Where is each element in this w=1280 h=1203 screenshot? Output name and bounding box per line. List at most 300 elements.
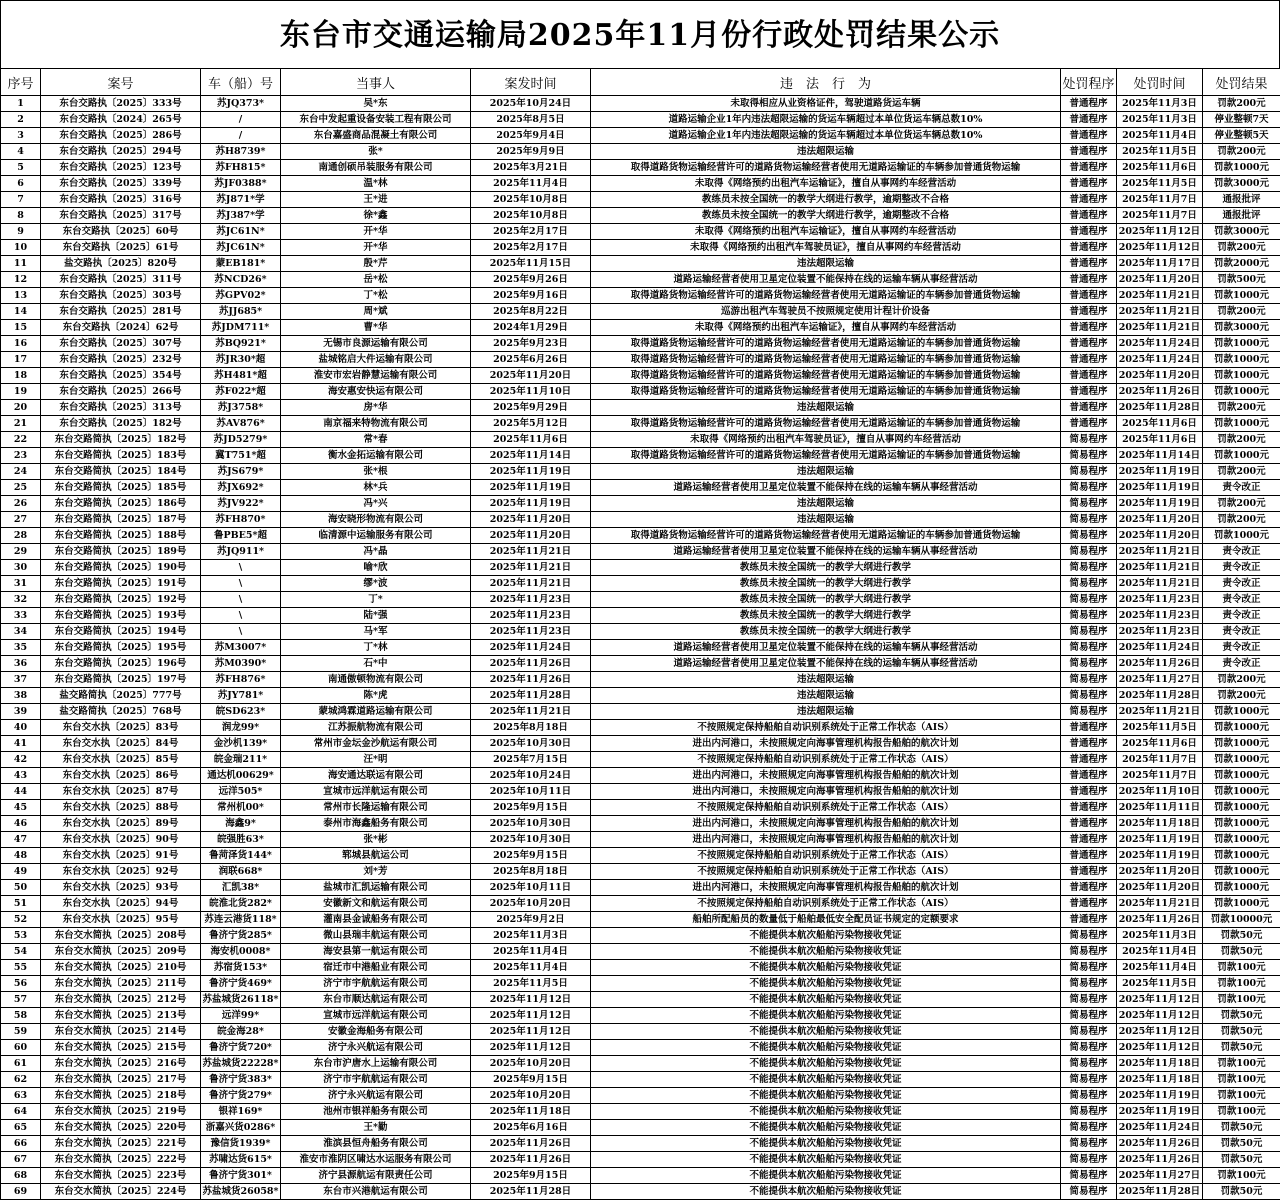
cell-penalty-result: 罚款1000元 — [1203, 880, 1280, 896]
cell-penalty-date: 2025年11月20日 — [1117, 512, 1203, 528]
cell-incident-date: 2025年11月26日 — [471, 656, 591, 672]
cell-procedure: 简易程序 — [1061, 512, 1117, 528]
cell-row-number: 16 — [1, 336, 41, 352]
cell-incident-date: 2025年11月4日 — [471, 176, 591, 192]
cell-violation: 进出内河港口，未按照规定向海事管理机构报告船舶的航次计划 — [591, 736, 1061, 752]
cell-incident-date: 2025年8月18日 — [471, 864, 591, 880]
cell-incident-date: 2025年9月15日 — [471, 848, 591, 864]
cell-penalty-result: 罚款1000元 — [1203, 336, 1280, 352]
cell-incident-date: 2024年1月29日 — [471, 320, 591, 336]
cell-penalty-date: 2025年11月24日 — [1117, 336, 1203, 352]
cell-row-number: 59 — [1, 1024, 41, 1040]
cell-case-number: 东台交路执〔2024〕62号 — [41, 320, 201, 336]
cell-penalty-date: 2025年11月19日 — [1117, 1104, 1203, 1120]
cell-party: 南通傲顿物流有限公司 — [281, 672, 471, 688]
cell-row-number: 47 — [1, 832, 41, 848]
cell-procedure: 简易程序 — [1061, 464, 1117, 480]
table-row — [1, 832, 1280, 848]
cell-case-number: 东台交路执〔2025〕317号 — [41, 208, 201, 224]
cell-penalty-result: 罚款50元 — [1203, 928, 1280, 944]
cell-penalty-date: 2025年11月18日 — [1117, 816, 1203, 832]
table-row — [1, 1168, 1280, 1184]
cell-case-number: 东台交路简执〔2025〕187号 — [41, 512, 201, 528]
cell-violation: 不能提供本航次船舶污染物接收凭证 — [591, 992, 1061, 1008]
table-row — [1, 1104, 1280, 1120]
cell-violation: 教练员未按全国统一的教学大纲进行教学，逾期整改不合格 — [591, 192, 1061, 208]
table-body — [1, 96, 1280, 1200]
cell-row-number: 40 — [1, 720, 41, 736]
cell-party: 常州市金坛金沙航运有限公司 — [281, 736, 471, 752]
cell-incident-date: 2025年9月26日 — [471, 272, 591, 288]
cell-violation: 不能提供本航次船舶污染物接收凭证 — [591, 1152, 1061, 1168]
cell-penalty-result: 罚款50元 — [1203, 1040, 1280, 1056]
cell-row-number: 15 — [1, 320, 41, 336]
cell-row-number: 13 — [1, 288, 41, 304]
cell-case-number: 东台交路执〔2025〕294号 — [41, 144, 201, 160]
cell-case-number: 东台交路简执〔2025〕191号 — [41, 576, 201, 592]
cell-incident-date: 2025年8月18日 — [471, 720, 591, 736]
cell-vehicle-number: 远洋505* — [201, 784, 281, 800]
cell-case-number: 东台交水简执〔2025〕215号 — [41, 1040, 201, 1056]
cell-row-number: 29 — [1, 544, 41, 560]
cell-violation: 不按照规定保持船舶自动识别系统处于正常工作状态（AIS） — [591, 800, 1061, 816]
cell-vehicle-number: \ — [201, 608, 281, 624]
cell-penalty-result: 罚款1000元 — [1203, 416, 1280, 432]
table-row — [1, 640, 1280, 656]
cell-violation: 不能提供本航次船舶污染物接收凭证 — [591, 1104, 1061, 1120]
cell-case-number: 东台交路执〔2025〕232号 — [41, 352, 201, 368]
cell-violation: 不能提供本航次船舶污染物接收凭证 — [591, 1072, 1061, 1088]
cell-party: 陆*强 — [281, 608, 471, 624]
cell-incident-date: 2025年2月17日 — [471, 224, 591, 240]
cell-row-number: 46 — [1, 816, 41, 832]
cell-party: 灌南县金诚船务有限公司 — [281, 912, 471, 928]
cell-penalty-date: 2025年11月7日 — [1117, 192, 1203, 208]
cell-penalty-date: 2025年11月4日 — [1117, 960, 1203, 976]
cell-case-number: 东台交水执〔2025〕89号 — [41, 816, 201, 832]
cell-vehicle-number: / — [201, 128, 281, 144]
cell-violation: 道路运输经营者使用卫星定位装置不能保持在线的运输车辆从事经营活动 — [591, 640, 1061, 656]
cell-procedure: 简易程序 — [1061, 1040, 1117, 1056]
cell-penalty-result: 罚款50元 — [1203, 1152, 1280, 1168]
cell-violation: 不能提供本航次船舶污染物接收凭证 — [591, 1008, 1061, 1024]
table-row — [1, 512, 1280, 528]
cell-case-number: 东台交水简执〔2025〕209号 — [41, 944, 201, 960]
cell-penalty-result: 罚款1000元 — [1203, 368, 1280, 384]
cell-penalty-result: 罚款1000元 — [1203, 384, 1280, 400]
table-row — [1, 752, 1280, 768]
cell-case-number: 东台交路简执〔2025〕186号 — [41, 496, 201, 512]
cell-case-number: 东台交路执〔2025〕286号 — [41, 128, 201, 144]
table-row — [1, 608, 1280, 624]
cell-vehicle-number: 苏M3007* — [201, 640, 281, 656]
cell-vehicle-number: 银祥169* — [201, 1104, 281, 1120]
cell-penalty-date: 2025年11月19日 — [1117, 464, 1203, 480]
cell-party: 蒙城鸿霖道路运输有限公司 — [281, 704, 471, 720]
cell-procedure: 简易程序 — [1061, 960, 1117, 976]
cell-procedure: 普通程序 — [1061, 368, 1117, 384]
table-row — [1, 816, 1280, 832]
cell-penalty-date: 2025年11月21日 — [1117, 304, 1203, 320]
cell-case-number: 东台交水简执〔2025〕219号 — [41, 1104, 201, 1120]
cell-procedure: 简易程序 — [1061, 672, 1117, 688]
cell-procedure: 简易程序 — [1061, 1120, 1117, 1136]
cell-procedure: 简易程序 — [1061, 528, 1117, 544]
cell-violation: 未取得《网络预约出租汽车驾驶员证》，擅自从事网约车经营活动 — [591, 432, 1061, 448]
cell-case-number: 东台交路执〔2025〕60号 — [41, 224, 201, 240]
cell-violation: 取得道路货物运输经营许可的道路货物运输经营者使用无道路运输证的车辆参加普通货物运输 — [591, 352, 1061, 368]
cell-party: 东台市兴港航运有限公司 — [281, 1184, 471, 1200]
cell-penalty-date: 2025年11月21日 — [1117, 320, 1203, 336]
cell-party: 岳*松 — [281, 272, 471, 288]
cell-vehicle-number: 冀T751*超 — [201, 448, 281, 464]
cell-case-number: 东台交路执〔2025〕333号 — [41, 96, 201, 112]
cell-penalty-date: 2025年11月21日 — [1117, 576, 1203, 592]
cell-party: 常*春 — [281, 432, 471, 448]
cell-penalty-date: 2025年11月5日 — [1117, 144, 1203, 160]
cell-violation: 不能提供本航次船舶污染物接收凭证 — [591, 944, 1061, 960]
cell-penalty-date: 2025年11月17日 — [1117, 256, 1203, 272]
cell-incident-date: 2025年10月11日 — [471, 784, 591, 800]
table-row — [1, 480, 1280, 496]
cell-row-number: 36 — [1, 656, 41, 672]
cell-procedure: 简易程序 — [1061, 688, 1117, 704]
cell-violation: 不能提供本航次船舶污染物接收凭证 — [591, 1168, 1061, 1184]
cell-penalty-result: 罚款50元 — [1203, 1184, 1280, 1200]
cell-party: 丁*松 — [281, 288, 471, 304]
cell-penalty-date: 2025年11月26日 — [1117, 656, 1203, 672]
cell-vehicle-number: 鲁济宁货383* — [201, 1072, 281, 1088]
cell-party: 殷*芹 — [281, 256, 471, 272]
cell-penalty-result: 罚款3000元 — [1203, 320, 1280, 336]
cell-penalty-result: 罚款200元 — [1203, 496, 1280, 512]
cell-violation: 不能提供本航次船舶污染物接收凭证 — [591, 1088, 1061, 1104]
cell-case-number: 东台交路简执〔2025〕182号 — [41, 432, 201, 448]
cell-violation: 违法超限运输 — [591, 496, 1061, 512]
cell-violation: 违法超限运输 — [591, 256, 1061, 272]
cell-case-number: 东台交路执〔2025〕307号 — [41, 336, 201, 352]
cell-case-number: 东台交水执〔2025〕87号 — [41, 784, 201, 800]
cell-penalty-date: 2025年11月24日 — [1117, 352, 1203, 368]
cell-incident-date: 2025年11月12日 — [471, 992, 591, 1008]
cell-vehicle-number: 鲁菏泽货144* — [201, 848, 281, 864]
cell-party: 淮滨县恒舟船务有限公司 — [281, 1136, 471, 1152]
table-row — [1, 992, 1280, 1008]
table-row — [1, 320, 1280, 336]
cell-case-number: 东台交水简执〔2025〕223号 — [41, 1168, 201, 1184]
cell-procedure: 普通程序 — [1061, 832, 1117, 848]
cell-incident-date: 2025年9月2日 — [471, 912, 591, 928]
cell-party: 安徽新文和航运有限公司 — [281, 896, 471, 912]
cell-vehicle-number: 苏GPV02* — [201, 288, 281, 304]
cell-party: 王*勤 — [281, 1120, 471, 1136]
table-row — [1, 704, 1280, 720]
cell-penalty-date: 2025年11月26日 — [1117, 384, 1203, 400]
cell-case-number: 东台交水执〔2025〕93号 — [41, 880, 201, 896]
cell-penalty-result: 罚款1000元 — [1203, 288, 1280, 304]
cell-vehicle-number: 苏连云港货118* — [201, 912, 281, 928]
cell-party: 济宁县源航运有限责任公司 — [281, 1168, 471, 1184]
cell-case-number: 东台交路执〔2025〕303号 — [41, 288, 201, 304]
cell-procedure: 简易程序 — [1061, 1072, 1117, 1088]
cell-procedure: 简易程序 — [1061, 1184, 1117, 1200]
cell-penalty-date: 2025年11月3日 — [1117, 928, 1203, 944]
cell-procedure: 简易程序 — [1061, 1136, 1117, 1152]
cell-row-number: 37 — [1, 672, 41, 688]
table-row — [1, 912, 1280, 928]
cell-party: 南通创硕吊装服务有限公司 — [281, 160, 471, 176]
cell-procedure: 普通程序 — [1061, 176, 1117, 192]
column-header-row-number: 序号 — [1, 69, 41, 96]
cell-penalty-date: 2025年11月19日 — [1117, 1088, 1203, 1104]
cell-penalty-result: 罚款1000元 — [1203, 896, 1280, 912]
table-row — [1, 112, 1280, 128]
cell-incident-date: 2025年11月10日 — [471, 384, 591, 400]
cell-vehicle-number: 苏JF0388* — [201, 176, 281, 192]
cell-penalty-result: 责令改正 — [1203, 608, 1280, 624]
cell-penalty-date: 2025年11月12日 — [1117, 224, 1203, 240]
cell-penalty-date: 2025年11月20日 — [1117, 528, 1203, 544]
cell-case-number: 东台交路执〔2025〕354号 — [41, 368, 201, 384]
cell-case-number: 东台交路简执〔2025〕196号 — [41, 656, 201, 672]
column-header-penalty-result: 处罚结果 — [1203, 69, 1280, 96]
table-row — [1, 768, 1280, 784]
cell-incident-date: 2025年11月28日 — [471, 1184, 591, 1200]
cell-penalty-date: 2025年11月20日 — [1117, 272, 1203, 288]
cell-case-number: 东台交水执〔2025〕84号 — [41, 736, 201, 752]
cell-penalty-result: 责令改正 — [1203, 544, 1280, 560]
column-header-procedure: 处罚程序 — [1061, 69, 1117, 96]
cell-vehicle-number: 常州机00* — [201, 800, 281, 816]
cell-violation: 未取得《网络预约出租汽车驾驶员证》，擅自从事网约车经营活动 — [591, 240, 1061, 256]
cell-penalty-result: 停业整顿5天 — [1203, 128, 1280, 144]
cell-incident-date: 2025年11月5日 — [471, 976, 591, 992]
cell-vehicle-number: 苏J871*学 — [201, 192, 281, 208]
cell-party: 郓城县航运公司 — [281, 848, 471, 864]
table-row — [1, 352, 1280, 368]
cell-party: 临清源中运输服务有限公司 — [281, 528, 471, 544]
cell-row-number: 44 — [1, 784, 41, 800]
cell-case-number: 东台交路执〔2025〕316号 — [41, 192, 201, 208]
table-row — [1, 864, 1280, 880]
cell-case-number: 东台交水执〔2025〕95号 — [41, 912, 201, 928]
cell-vehicle-number: 皖SD623* — [201, 704, 281, 720]
cell-penalty-result: 责令改正 — [1203, 560, 1280, 576]
cell-case-number: 东台交路简执〔2025〕197号 — [41, 672, 201, 688]
cell-incident-date: 2025年11月26日 — [471, 1136, 591, 1152]
cell-case-number: 东台交路简执〔2025〕194号 — [41, 624, 201, 640]
table-row — [1, 944, 1280, 960]
cell-case-number: 东台交水执〔2025〕83号 — [41, 720, 201, 736]
table-row — [1, 256, 1280, 272]
cell-vehicle-number: \ — [201, 576, 281, 592]
cell-penalty-result: 通报批评 — [1203, 192, 1280, 208]
cell-row-number: 38 — [1, 688, 41, 704]
cell-penalty-date: 2025年11月24日 — [1117, 1120, 1203, 1136]
cell-incident-date: 2025年10月11日 — [471, 880, 591, 896]
cell-row-number: 27 — [1, 512, 41, 528]
cell-incident-date: 2025年11月4日 — [471, 960, 591, 976]
cell-row-number: 18 — [1, 368, 41, 384]
cell-row-number: 32 — [1, 592, 41, 608]
cell-penalty-result: 罚款100元 — [1203, 1168, 1280, 1184]
cell-penalty-date: 2025年11月28日 — [1117, 1184, 1203, 1200]
cell-row-number: 26 — [1, 496, 41, 512]
cell-incident-date: 2025年11月21日 — [471, 704, 591, 720]
cell-penalty-date: 2025年11月27日 — [1117, 1168, 1203, 1184]
cell-row-number: 24 — [1, 464, 41, 480]
cell-row-number: 30 — [1, 560, 41, 576]
table-row — [1, 1184, 1280, 1200]
table-row — [1, 304, 1280, 320]
cell-party: 开*华 — [281, 224, 471, 240]
cell-vehicle-number: 苏盐城货22228* — [201, 1056, 281, 1072]
cell-incident-date: 2025年8月22日 — [471, 304, 591, 320]
table-row — [1, 928, 1280, 944]
cell-vehicle-number: \ — [201, 624, 281, 640]
cell-violation: 进出内河港口，未按照规定向海事管理机构报告船舶的航次计划 — [591, 832, 1061, 848]
cell-vehicle-number: 海安机0008* — [201, 944, 281, 960]
cell-procedure: 普通程序 — [1061, 304, 1117, 320]
cell-case-number: 东台交水执〔2025〕94号 — [41, 896, 201, 912]
cell-violation: 道路运输企业1年内违法超限运输的货运车辆超过本单位货运车辆总数10% — [591, 128, 1061, 144]
cell-violation: 巡游出租汽车驾驶员不按照规定使用计程计价设备 — [591, 304, 1061, 320]
cell-row-number: 20 — [1, 400, 41, 416]
cell-violation: 取得道路货物运输经营许可的道路货物运输经营者使用无道路运输证的车辆参加普通货物运输 — [591, 528, 1061, 544]
cell-row-number: 58 — [1, 1008, 41, 1024]
cell-penalty-date: 2025年11月18日 — [1117, 1072, 1203, 1088]
page-title: 东台市交通运输局2025年11月份行政处罚结果公示 — [0, 0, 1280, 68]
cell-violation: 违法超限运输 — [591, 704, 1061, 720]
cell-procedure: 简易程序 — [1061, 1088, 1117, 1104]
cell-procedure: 简易程序 — [1061, 544, 1117, 560]
cell-case-number: 东台交路执〔2025〕266号 — [41, 384, 201, 400]
cell-penalty-date: 2025年11月23日 — [1117, 624, 1203, 640]
cell-procedure: 简易程序 — [1061, 624, 1117, 640]
cell-vehicle-number: 苏JX692* — [201, 480, 281, 496]
cell-procedure: 普通程序 — [1061, 880, 1117, 896]
cell-row-number: 42 — [1, 752, 41, 768]
cell-row-number: 19 — [1, 384, 41, 400]
cell-party: 宿迁市中港船业有限公司 — [281, 960, 471, 976]
cell-case-number: 东台交路简执〔2025〕188号 — [41, 528, 201, 544]
cell-case-number: 东台交水简执〔2025〕210号 — [41, 960, 201, 976]
table-row — [1, 192, 1280, 208]
cell-penalty-result: 罚款200元 — [1203, 512, 1280, 528]
table-row — [1, 1008, 1280, 1024]
cell-penalty-date: 2025年11月21日 — [1117, 704, 1203, 720]
cell-vehicle-number: 苏H8739* — [201, 144, 281, 160]
cell-row-number: 21 — [1, 416, 41, 432]
table-row — [1, 976, 1280, 992]
table-row — [1, 288, 1280, 304]
cell-party: 海安惠安快运有限公司 — [281, 384, 471, 400]
cell-incident-date: 2025年11月24日 — [471, 640, 591, 656]
cell-case-number: 东台交路简执〔2025〕184号 — [41, 464, 201, 480]
cell-penalty-date: 2025年11月26日 — [1117, 1152, 1203, 1168]
cell-procedure: 普通程序 — [1061, 896, 1117, 912]
cell-procedure: 简易程序 — [1061, 1104, 1117, 1120]
cell-procedure: 普通程序 — [1061, 720, 1117, 736]
cell-procedure: 简易程序 — [1061, 704, 1117, 720]
cell-party: 汪*明 — [281, 752, 471, 768]
cell-penalty-result: 罚款200元 — [1203, 400, 1280, 416]
cell-penalty-date: 2025年11月19日 — [1117, 496, 1203, 512]
cell-case-number: 东台交路执〔2025〕339号 — [41, 176, 201, 192]
cell-vehicle-number: 苏JC61N* — [201, 240, 281, 256]
cell-incident-date: 2025年9月15日 — [471, 1072, 591, 1088]
cell-vehicle-number: 苏JD5279* — [201, 432, 281, 448]
cell-incident-date: 2025年11月18日 — [471, 1104, 591, 1120]
cell-penalty-result: 罚款100元 — [1203, 1072, 1280, 1088]
table-row — [1, 736, 1280, 752]
cell-case-number: 东台交水简执〔2025〕217号 — [41, 1072, 201, 1088]
cell-violation: 不能提供本航次船舶污染物接收凭证 — [591, 928, 1061, 944]
cell-vehicle-number: 苏JDM711* — [201, 320, 281, 336]
cell-penalty-result: 罚款1000元 — [1203, 736, 1280, 752]
table-row — [1, 848, 1280, 864]
cell-party: 盐城铭启大件运输有限公司 — [281, 352, 471, 368]
cell-vehicle-number: 苏宿货153* — [201, 960, 281, 976]
cell-penalty-date: 2025年11月6日 — [1117, 160, 1203, 176]
cell-party: 东台市沪唐水上运输有限公司 — [281, 1056, 471, 1072]
cell-case-number: 东台交水执〔2025〕91号 — [41, 848, 201, 864]
cell-row-number: 61 — [1, 1056, 41, 1072]
cell-penalty-date: 2025年11月20日 — [1117, 864, 1203, 880]
cell-case-number: 盐交路简执〔2025〕768号 — [41, 704, 201, 720]
cell-case-number: 东台交水简执〔2025〕221号 — [41, 1136, 201, 1152]
cell-penalty-date: 2025年11月21日 — [1117, 896, 1203, 912]
cell-penalty-date: 2025年11月26日 — [1117, 1136, 1203, 1152]
cell-vehicle-number: 鲁济宁货469* — [201, 976, 281, 992]
column-header-incident-date: 案发时间 — [471, 69, 591, 96]
cell-procedure: 普通程序 — [1061, 384, 1117, 400]
table-row — [1, 208, 1280, 224]
cell-row-number: 1 — [1, 96, 41, 112]
cell-penalty-date: 2025年11月27日 — [1117, 672, 1203, 688]
cell-vehicle-number: 通达机00629* — [201, 768, 281, 784]
cell-procedure: 简易程序 — [1061, 448, 1117, 464]
cell-row-number: 48 — [1, 848, 41, 864]
cell-incident-date: 2025年11月12日 — [471, 1024, 591, 1040]
cell-violation: 未取得《网络预约出租汽车运输证》，擅自从事网约车经营活动 — [591, 320, 1061, 336]
cell-violation: 取得道路货物运输经营许可的道路货物运输经营者使用无道路运输证的车辆参加普通货物运输 — [591, 416, 1061, 432]
table-row — [1, 1040, 1280, 1056]
cell-penalty-date: 2025年11月10日 — [1117, 784, 1203, 800]
cell-procedure: 普通程序 — [1061, 256, 1117, 272]
cell-penalty-result: 罚款1000元 — [1203, 704, 1280, 720]
table-row — [1, 144, 1280, 160]
cell-penalty-result: 罚款50元 — [1203, 1008, 1280, 1024]
cell-procedure: 普通程序 — [1061, 144, 1117, 160]
cell-penalty-result: 责令改正 — [1203, 592, 1280, 608]
table-row — [1, 960, 1280, 976]
cell-penalty-date: 2025年11月7日 — [1117, 208, 1203, 224]
cell-party: 丁*林 — [281, 640, 471, 656]
cell-case-number: 盐交路简执〔2025〕777号 — [41, 688, 201, 704]
cell-procedure: 简易程序 — [1061, 480, 1117, 496]
cell-penalty-date: 2025年11月23日 — [1117, 608, 1203, 624]
cell-penalty-result: 罚款100元 — [1203, 976, 1280, 992]
cell-incident-date: 2025年11月28日 — [471, 688, 591, 704]
cell-violation: 取得道路货物运输经营许可的道路货物运输经营者使用无道路运输证的车辆参加普通货物运输 — [591, 160, 1061, 176]
cell-party: 缪*波 — [281, 576, 471, 592]
cell-case-number: 东台交水简执〔2025〕211号 — [41, 976, 201, 992]
cell-procedure: 简易程序 — [1061, 928, 1117, 944]
cell-vehicle-number: 苏JQ911* — [201, 544, 281, 560]
cell-party: 淮安市宏岩静慧运输有限公司 — [281, 368, 471, 384]
cell-procedure: 普通程序 — [1061, 160, 1117, 176]
